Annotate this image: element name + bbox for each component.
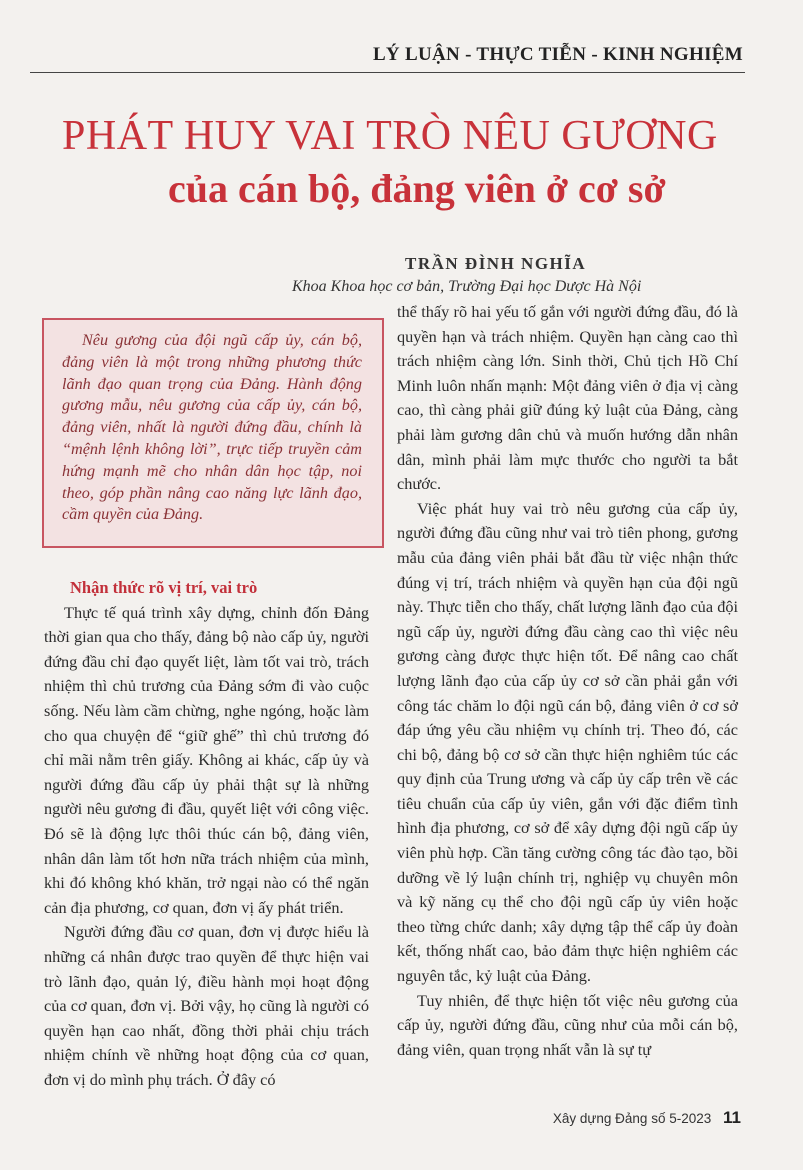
lead-text: Nêu gương của đội ngũ cấp ủy, cán bộ, đảng viên là một trong những phương thức lãnh đạo quan trọng của Đảng. Hành động gương mẫu, nêu gương của cấp ủy, cán bộ, đảng viên, nhất là người đứng đầu, chính là “mệnh lệnh không lời”, trực tiếp truyền cảm hứng mạnh mẽ cho nhân dân học tập, noi theo, góp phần nâng cao năng lực lãnh đạo, cầm quyền của Đảng. [62, 331, 362, 524]
paragraph: Thực tế quá trình xây dựng, chỉnh đốn Đảng thời gian qua cho thấy, đảng bộ nào cấp ủy, người đứng đầu chỉ đạo quyết liệt, làm tốt vai trò, trách nhiệm thì chủ trương của Đảng sớm đi vào cuộc sống. Nếu làm cầm chừng, nghe ngóng, hoặc làm cho qua chuyện để “giữ ghế” thì chủ trương đó chỉ mãi nằm trên giấy. Không ai khác, cấp ủy và người đứng đầu cấp ủy phải thật sự là những người nêu gương đi đầu, quyết liệt với công việc. Đó sẽ là động lực thôi thúc cán bộ, đảng viên, nhân dân làm tốt hơn nữa trách nhiệm của mình, khi đó không khó khăn, trở ngại nào có thể ngăn cản địa phương, cơ quan, đơn vị ấy phát triển. [44, 602, 369, 917]
journal-name: Xây dựng Đảng số 5-2023 [552, 1111, 712, 1126]
page-footer [553, 1108, 741, 1128]
left-column [44, 576, 369, 1092]
paragraph: Việc phát huy vai trò nêu gương của cấp ủy, người đứng đầu cũng như vai trò tiên phong, gương mẫu của đảng viên phải bắt đầu từ việc nhận thức đúng vị trí, trách nhiệm và quyền hạn của đội ngũ này. Thực tiễn cho thấy, chất lượng lãnh đạo của đội ngũ cấp ủy, người đứng đầu càng cao thì việc nêu gương càng được thực hiện tốt. Để nâng cao chất lượng lãnh đạo của cấp ủy cơ sở cần phải gắn với công tác chăm lo đội ngũ cán bộ, đảng viên ở cơ sở đáp ứng yêu cầu nhiệm vụ chính trị. Theo đó, các chi bộ, đảng bộ cơ sở cần thực hiện nghiêm túc các quy định của Trung ương và cấp ủy cấp trên về các tiêu chuẩn của cấp ủy viên, gắn với đặc điểm tình hình địa phương, cơ sở để xây dựng đội ngũ cấp ủy viên phù hợp. Cần tăng cường công tác đào tạo, bồi dưỡng về lý luận chính trị, nghiệp vụ chuyên môn và kỹ năng cụ thể cho đội ngũ cấp ủy viên hoặc theo từng chức danh; xây dựng tập thể cấp ủy đoàn kết, thống nhất cao, bảo đảm thực hiện nghiêm các nguyên tắc, kỷ luật của Đảng. [397, 498, 738, 986]
header-rule [30, 72, 745, 73]
right-column [397, 300, 738, 1062]
section-header: LÝ LUẬN - THỰC TIỄN - KINH NGHIỆM [372, 44, 743, 65]
author-affiliation: Khoa Khoa học cơ bản, Trường Đại học Dược Hà Nội [292, 278, 642, 295]
paragraph: Người đứng đầu cơ quan, đơn vị được hiểu là những cá nhân được trao quyền để thực hiện vai trò lãnh đạo, quản lý, điều hành mọi hoạt động của cơ quan, đơn vị. Bởi vậy, họ cũng là người có quyền hạn cao nhất, đồng thời phải chịu trách nhiệm chính về những hoạt động của cơ quan, đơn vị do mình phụ trách. Ở đây có [44, 922, 369, 1089]
article-title-line-1: PHÁT HUY VAI TRÒ NÊU GƯƠNG [62, 113, 718, 159]
paragraph: thể thấy rõ hai yếu tố gắn với người đứng đầu, đó là quyền hạn và trách nhiệm. Quyền hạn càng cao thì trách nhiệm càng lớn. Sinh thời, Chủ tịch Hồ Chí Minh luôn nhấn mạnh: Một đảng viên ở địa vị càng cao, thì càng phải giữ đúng kỷ luật của Đảng, càng phải làm gương dân chủ và muốn hướng dẫn nhân dân, mình phải làm mực thước cho người ta bắt chước. [397, 302, 738, 494]
author-name: TRẦN ĐÌNH NGHĨA [405, 254, 587, 273]
article-title-line-2: của cán bộ, đảng viên ở cơ sở [168, 166, 666, 211]
paragraph: Tuy nhiên, để thực hiện tốt việc nêu gương của cấp ủy, người đứng đầu, cũng như của mỗi cán bộ, đảng viên, quan trọng nhất vẫn là sự tự [397, 990, 738, 1059]
page-number: 11 [723, 1108, 741, 1127]
lead-box [42, 318, 384, 548]
subheading: Nhận thức rõ vị trí, vai trò [70, 578, 258, 597]
